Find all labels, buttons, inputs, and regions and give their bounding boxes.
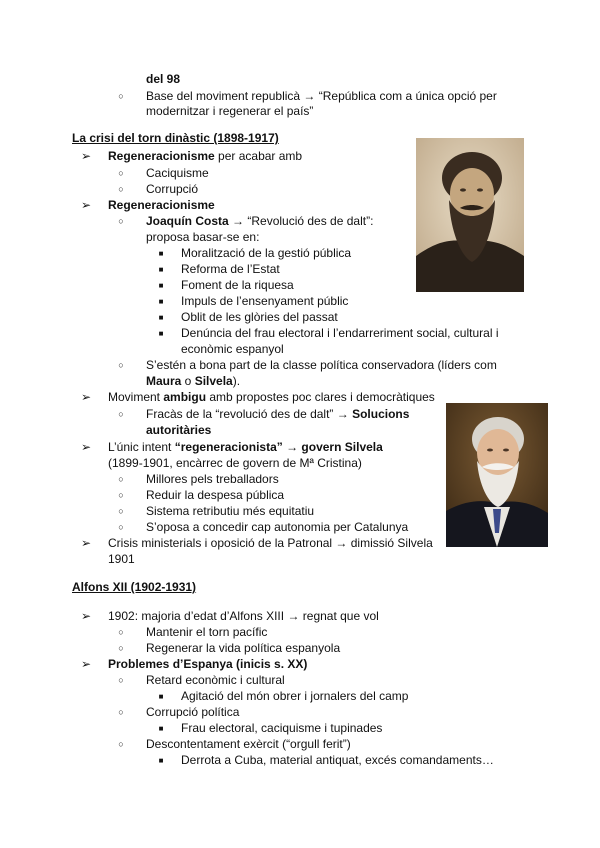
list-item-ambigu	[108, 390, 435, 405]
bold-text: Silvela	[194, 374, 233, 388]
costa-point: Denúncia del frau electoral i l’endarreriment social, cultural i	[181, 326, 499, 340]
circle-bullet-icon: ○	[118, 216, 124, 226]
costa-point-continuation: econòmic espanyol	[181, 342, 284, 356]
square-bullet-icon: ■	[158, 692, 164, 701]
sub-item-corrupcio: Corrupció	[146, 182, 199, 196]
square-bullet-icon: ■	[158, 265, 164, 274]
top-line-1: del 98	[146, 72, 181, 86]
bold-text: ambigu	[163, 390, 207, 404]
list-item-silvela	[108, 440, 383, 455]
section-heading-alfons: Alfons XII (1902-1931)	[72, 580, 197, 594]
arrow-bullet-icon: ➢	[80, 657, 92, 671]
portrait-silvela	[446, 403, 548, 547]
bold-text: “regeneracionista” → govern Silvela	[174, 440, 383, 454]
sub-item-silvela: S’oposa a concedir cap autonomia per Catalunya	[146, 520, 409, 534]
text: → “Revolució des de dalt”:	[228, 214, 374, 228]
sub-item-costa	[146, 214, 373, 229]
list-item-regeneracionisme-1	[108, 149, 302, 164]
square-bullet-icon: ■	[158, 756, 164, 765]
circle-bullet-icon: ○	[118, 522, 124, 532]
sub-item-1902: Mantenir el torn pacífic	[146, 625, 268, 639]
arrow-bullet-icon: ➢	[80, 198, 92, 212]
bold-text: Maura	[146, 374, 182, 388]
list-item-crisis-line2: 1901	[108, 552, 135, 566]
circle-bullet-icon: ○	[118, 91, 124, 101]
arrow-bullet-icon: ➢	[80, 609, 92, 623]
bold-text: Regeneracionisme	[108, 149, 215, 163]
sub-item-retard: Retard econòmic i cultural	[146, 673, 285, 687]
point-frau: Frau electoral, caciquisme i tupinades	[181, 721, 383, 735]
square-bullet-icon: ■	[158, 297, 164, 306]
costa-point: Moralització de la gestió pública	[181, 246, 352, 260]
sub-item-caciquisme: Caciquisme	[146, 166, 209, 180]
portrait-costa-image	[416, 138, 524, 292]
circle-bullet-icon: ○	[118, 184, 124, 194]
sub-item-silvela: Sistema retributiu més equitatiu	[146, 504, 315, 518]
circle-bullet-icon: ○	[118, 360, 124, 370]
circle-bullet-icon: ○	[118, 490, 124, 500]
circle-bullet-icon: ○	[118, 168, 124, 178]
list-item-problemes: Problemes d’Espanya (inicis s. XX)	[108, 657, 308, 671]
circle-bullet-icon: ○	[118, 739, 124, 749]
sub-item-extends-line2	[146, 374, 240, 389]
costa-point: Reforma de l’Estat	[181, 262, 280, 276]
text: per acabar amb	[214, 149, 303, 163]
portrait-silvela-image	[446, 403, 548, 547]
circle-bullet-icon: ○	[118, 707, 124, 717]
circle-bullet-icon: ○	[118, 675, 124, 685]
square-bullet-icon: ■	[158, 329, 164, 338]
text: o	[181, 374, 195, 388]
top-line-3: modernitzar i regenerar el país”	[146, 104, 314, 118]
circle-bullet-icon: ○	[118, 627, 124, 637]
costa-point: Foment de la riquesa	[181, 278, 294, 292]
text: Fracàs de la “revolució des de dalt” →	[146, 407, 353, 421]
top-line-2: Base del moviment republicà → “República com a única opció per	[146, 89, 497, 103]
bold-text: Joaquín Costa	[146, 214, 229, 228]
arrow-bullet-icon: ➢	[80, 149, 92, 163]
sub-item-descontentament: Descontentament exèrcit (“orgull ferit”)	[146, 737, 351, 751]
circle-bullet-icon: ○	[118, 506, 124, 516]
text: ).	[232, 374, 241, 388]
list-item-regeneracionisme-2: Regeneracionisme	[108, 198, 215, 212]
sub-item-costa-line2: proposa basar-se en:	[146, 230, 260, 244]
arrow-bullet-icon: ➢	[80, 390, 92, 404]
arrow-bullet-icon: ➢	[80, 440, 92, 454]
bold-text: Solucions	[352, 407, 410, 421]
sub-item-silvela: Millores pels treballadors	[146, 472, 279, 486]
point-agitacio: Agitació del món obrer i jornalers del camp	[181, 689, 409, 703]
circle-bullet-icon: ○	[118, 643, 124, 653]
list-item-1902: 1902: majoria d’edat d’Alfons XIII → regnat que vol	[108, 609, 379, 623]
circle-bullet-icon: ○	[118, 474, 124, 484]
text: amb propostes poc clares i democràtiques	[206, 390, 435, 404]
sub-item-fracas	[146, 407, 409, 422]
circle-bullet-icon: ○	[118, 409, 124, 419]
square-bullet-icon: ■	[158, 313, 164, 322]
text: Moviment	[108, 390, 164, 404]
square-bullet-icon: ■	[158, 249, 164, 258]
costa-point: Oblit de les glòries del passat	[181, 310, 338, 324]
square-bullet-icon: ■	[158, 281, 164, 290]
sub-item-corrupcio-politica: Corrupció política	[146, 705, 240, 719]
point-derrota: Derrota a Cuba, material antiquat, excés comandaments…	[181, 753, 494, 767]
costa-point: Impuls de l’ensenyament públic	[181, 294, 349, 308]
arrow-bullet-icon: ➢	[80, 536, 92, 550]
square-bullet-icon: ■	[158, 724, 164, 733]
portrait-joaquin-costa	[416, 138, 524, 292]
sub-item-fracas-line2: autoritàries	[146, 423, 212, 437]
sub-item-1902: Regenerar la vida política espanyola	[146, 641, 341, 655]
list-item-crisis: Crisis ministerials i oposició de la Patronal → dimissió Silvela	[108, 536, 433, 550]
sub-item-silvela: Reduir la despesa pública	[146, 488, 285, 502]
list-item-silvela-line2: (1899-1901, encàrrec de govern de Mª Cristina)	[108, 456, 362, 470]
sub-item-extends: S’estén a bona part de la classe política conservadora (líders com	[146, 358, 497, 372]
text: L’únic intent	[108, 440, 175, 454]
section-heading-crisi: La crisi del torn dinàstic (1898-1917)	[72, 131, 279, 145]
